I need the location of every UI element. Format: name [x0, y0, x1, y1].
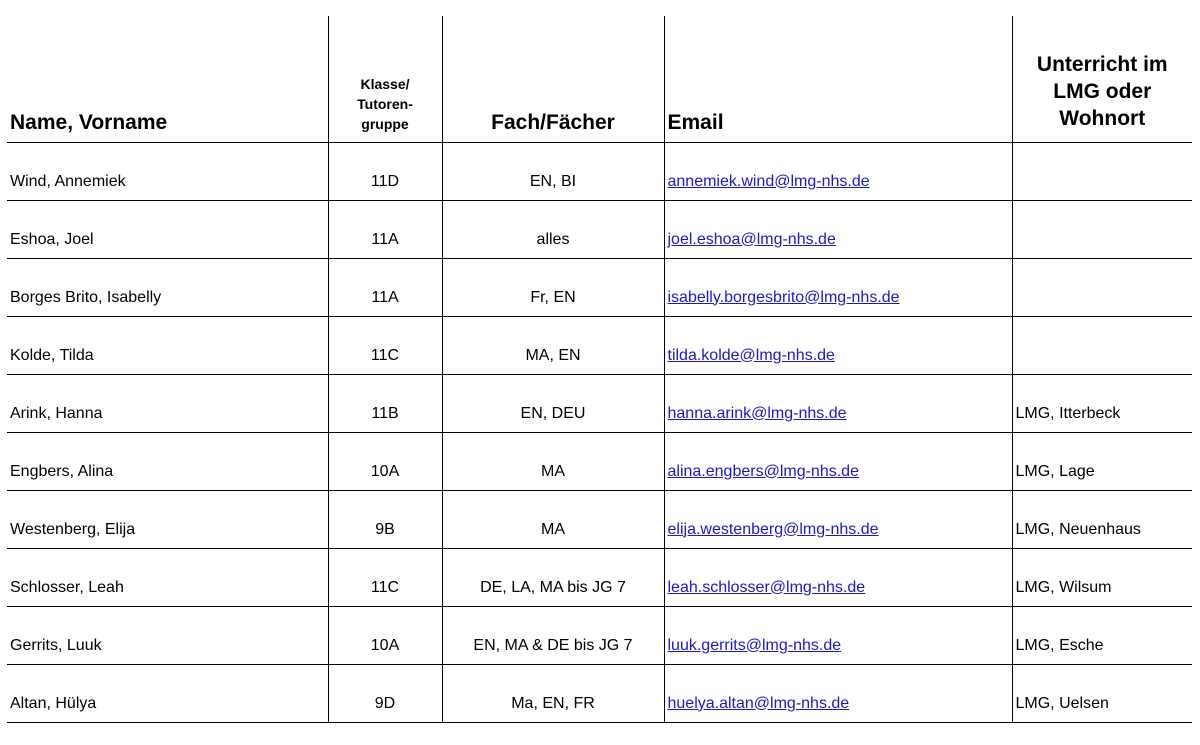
cell-klasse: 11A	[328, 200, 442, 258]
table-row	[7, 200, 1192, 258]
cell-name: Westenberg, Elija	[7, 490, 328, 548]
header-row	[7, 16, 1192, 142]
cell-ort: LMG, Esche	[1012, 606, 1192, 664]
cell-klasse: 11D	[328, 142, 442, 200]
cell-name: Gerrits, Luuk	[7, 606, 328, 664]
header-klasse-line-3: gruppe	[361, 115, 409, 132]
cell-ort: LMG, Neuenhaus	[1012, 490, 1192, 548]
tutor-table	[7, 16, 1192, 723]
email-link[interactable]: annemiek.wind@lmg-nhs.de	[667, 172, 870, 190]
cell-klasse: 9B	[328, 490, 442, 548]
email-link[interactable]: joel.eshoa@lmg-nhs.de	[667, 230, 836, 248]
cell-fach: Fr, EN	[442, 258, 664, 316]
cell-ort: LMG, Lage	[1012, 432, 1192, 490]
cell-klasse: 10A	[328, 606, 442, 664]
cell-fach: EN, MA & DE bis JG 7	[442, 606, 664, 664]
cell-email	[664, 374, 1012, 432]
email-link[interactable]: hanna.arink@lmg-nhs.de	[667, 404, 847, 422]
email-link[interactable]: tilda.kolde@lmg-nhs.de	[667, 346, 835, 364]
cell-email	[664, 664, 1012, 722]
cell-email	[664, 606, 1012, 664]
cell-klasse: 9D	[328, 664, 442, 722]
cell-ort	[1012, 316, 1192, 374]
cell-klasse: 10A	[328, 432, 442, 490]
cell-name: Borges Brito, Isabelly	[7, 258, 328, 316]
email-link[interactable]: leah.schlosser@lmg-nhs.de	[667, 578, 866, 596]
cell-name: Schlosser, Leah	[7, 548, 328, 606]
cell-ort	[1012, 142, 1192, 200]
header-fach: Fach/Fächer	[442, 16, 664, 142]
table-row	[7, 490, 1192, 548]
table-row	[7, 664, 1192, 722]
email-link[interactable]: elija.westenberg@lmg-nhs.de	[667, 520, 879, 538]
cell-ort	[1012, 200, 1192, 258]
cell-fach: alles	[442, 200, 664, 258]
cell-name: Arink, Hanna	[7, 374, 328, 432]
header-name: Name, Vorname	[7, 16, 328, 142]
email-link[interactable]: isabelly.borgesbrito@lmg-nhs.de	[667, 288, 900, 306]
table-body	[7, 142, 1192, 722]
cell-klasse: 11B	[328, 374, 442, 432]
header-klasse-line-1: Klasse/	[360, 75, 410, 92]
cell-klasse: 11C	[328, 316, 442, 374]
cell-klasse: 11C	[328, 548, 442, 606]
cell-ort: LMG, Wilsum	[1012, 548, 1192, 606]
table-row	[7, 432, 1192, 490]
email-link[interactable]: luuk.gerrits@lmg-nhs.de	[667, 636, 842, 654]
cell-fach: MA	[442, 490, 664, 548]
cell-email	[664, 490, 1012, 548]
cell-fach: MA	[442, 432, 664, 490]
table-row	[7, 316, 1192, 374]
cell-name: Eshoa, Joel	[7, 200, 328, 258]
cell-email	[664, 316, 1012, 374]
header-ort	[1012, 16, 1192, 142]
table-row	[7, 548, 1192, 606]
header-email: Email	[664, 16, 1012, 142]
cell-email	[664, 142, 1012, 200]
cell-ort: LMG, Uelsen	[1012, 664, 1192, 722]
table-row	[7, 142, 1192, 200]
header-ort-line-2: LMG oder	[1053, 79, 1152, 103]
table-row	[7, 374, 1192, 432]
cell-fach: MA, EN	[442, 316, 664, 374]
cell-ort	[1012, 258, 1192, 316]
table-row	[7, 606, 1192, 664]
email-link[interactable]: alina.engbers@lmg-nhs.de	[667, 462, 859, 480]
cell-fach: DE, LA, MA bis JG 7	[442, 548, 664, 606]
cell-fach: Ma, EN, FR	[442, 664, 664, 722]
cell-name: Altan, Hülya	[7, 664, 328, 722]
cell-ort: LMG, Itterbeck	[1012, 374, 1192, 432]
header-ort-line-3: Wohnort	[1059, 106, 1146, 130]
cell-email	[664, 258, 1012, 316]
cell-name: Wind, Annemiek	[7, 142, 328, 200]
cell-email	[664, 432, 1012, 490]
header-klasse-line-2: Tutoren-	[357, 95, 413, 112]
header-ort-line-1: Unterricht im	[1036, 52, 1168, 76]
cell-email	[664, 200, 1012, 258]
cell-fach: EN, BI	[442, 142, 664, 200]
cell-name: Engbers, Alina	[7, 432, 328, 490]
email-link[interactable]: huelya.altan@lmg-nhs.de	[667, 694, 850, 712]
cell-email	[664, 548, 1012, 606]
cell-klasse: 11A	[328, 258, 442, 316]
cell-fach: EN, DEU	[442, 374, 664, 432]
table-row	[7, 258, 1192, 316]
header-klasse	[328, 16, 442, 142]
cell-name: Kolde, Tilda	[7, 316, 328, 374]
